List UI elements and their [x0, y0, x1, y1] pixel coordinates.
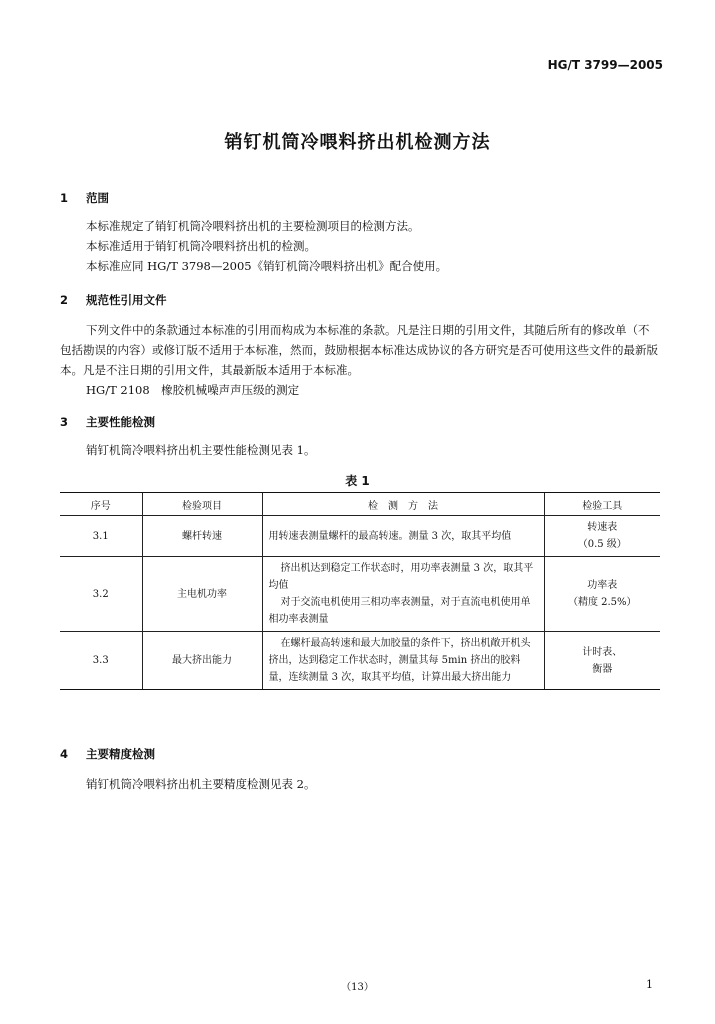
- table-row: [60, 516, 660, 557]
- table-row: [60, 632, 660, 690]
- row-tool: [544, 632, 660, 690]
- table-header-cell: 序号: [60, 493, 142, 516]
- row-number: 3.2: [60, 557, 142, 632]
- section-title: 主要精度检测: [86, 747, 155, 761]
- row-item: 主电机功率: [142, 557, 262, 632]
- scope-p3: 本标准应同 HG/T 3798—2005《销钉机筒冷喂料挤出机》配合使用。: [86, 259, 448, 273]
- row-method: [262, 632, 544, 690]
- section-title: 规范性引用文件: [86, 293, 167, 307]
- performance-intro: [60, 440, 660, 460]
- section-4-heading: [60, 746, 155, 762]
- section-title: 范围: [86, 191, 109, 205]
- page-footer-center: （13）: [341, 982, 374, 993]
- section-3-heading: [60, 414, 155, 430]
- page-number: 1: [646, 978, 653, 991]
- row-item: 最大挤出能力: [142, 632, 262, 690]
- performance-table: [60, 492, 660, 690]
- row-number: 3.1: [60, 516, 142, 557]
- table-header-row: [60, 493, 660, 516]
- row-method: [262, 557, 544, 632]
- section-title: 主要性能检测: [86, 415, 155, 429]
- scope-paragraphs: [60, 216, 660, 276]
- row-method: [262, 516, 544, 557]
- table-header-cell: 检验工具: [544, 493, 660, 516]
- precision-intro: [60, 774, 660, 794]
- table-caption: 表 1: [345, 474, 370, 488]
- row-number: 3.3: [60, 632, 142, 690]
- method-line: 对于交流电机使用三相功率表测量，对于直流电机使用单相功率表测量: [268, 597, 531, 625]
- section-number: 2: [60, 293, 69, 307]
- tool-line: （0.5 级）: [577, 539, 627, 550]
- normative-paragraphs: [60, 320, 660, 400]
- table-header-cell: 检验项目: [142, 493, 262, 516]
- method-line: 用转速表测量螺杆的最高转速。测量 3 次，取其平均值: [268, 530, 512, 542]
- section-number: 1: [60, 191, 69, 205]
- normative-p1: 下列文件中的条款通过本标准的引用而构成为本标准的条款。凡是注日期的引用文件，其随后所有的修改单（不包括勘误的内容）或修订版不适用于本标准，然而，鼓励根据本标准达成协议的各方研究是否可使用这些文件的最新版本。凡是不注日期的引用文件，其最新版本适用于本标准。: [60, 323, 658, 377]
- section-2-heading: [60, 292, 167, 308]
- performance-intro-text: 销钉机筒冷喂料挤出机主要性能检测见表 1。: [86, 443, 316, 457]
- section-number: 3: [60, 415, 69, 429]
- scope-p2: 本标准适用于销钉机筒冷喂料挤出机的检测。: [86, 239, 316, 253]
- tool-line: 计时表、: [582, 646, 623, 658]
- document-title: 销钉机筒冷喂料挤出机检测方法: [224, 132, 491, 153]
- row-item: 螺杆转速: [142, 516, 262, 557]
- tool-line: 功率表: [587, 580, 618, 591]
- tool-line: 转速表: [587, 522, 618, 533]
- precision-intro-text: 销钉机筒冷喂料挤出机主要精度检测见表 2。: [86, 777, 316, 791]
- method-line: 挤出机达到稳定工作状态时，用功率表测量 3 次，取其平均值: [268, 563, 534, 591]
- table-row: [60, 557, 660, 632]
- tool-line: 衡器: [592, 663, 613, 675]
- standard-code: HG/T 3799—2005: [547, 58, 663, 72]
- row-tool: [544, 557, 660, 632]
- table-header-cell: 检 测 方 法: [262, 493, 544, 516]
- method-line: 在螺杆最高转速和最大加胶量的条件下，挤出机敞开机头挤出，达到稳定工作状态时，测量其每 5min 挤出的胶料量，连续测量 3 次，取其平均值，计算出最大挤出能力: [268, 638, 531, 683]
- section-number: 4: [60, 747, 69, 761]
- row-tool: [544, 516, 660, 557]
- section-1-heading: [60, 190, 109, 206]
- normative-ref: HG/T 2108 橡胶机械噪声声压级的测定: [86, 383, 300, 397]
- scope-p1: 本标准规定了销钉机筒冷喂料挤出机的主要检测项目的检测方法。: [86, 219, 420, 233]
- tool-line: （精度 2.5%）: [567, 597, 637, 608]
